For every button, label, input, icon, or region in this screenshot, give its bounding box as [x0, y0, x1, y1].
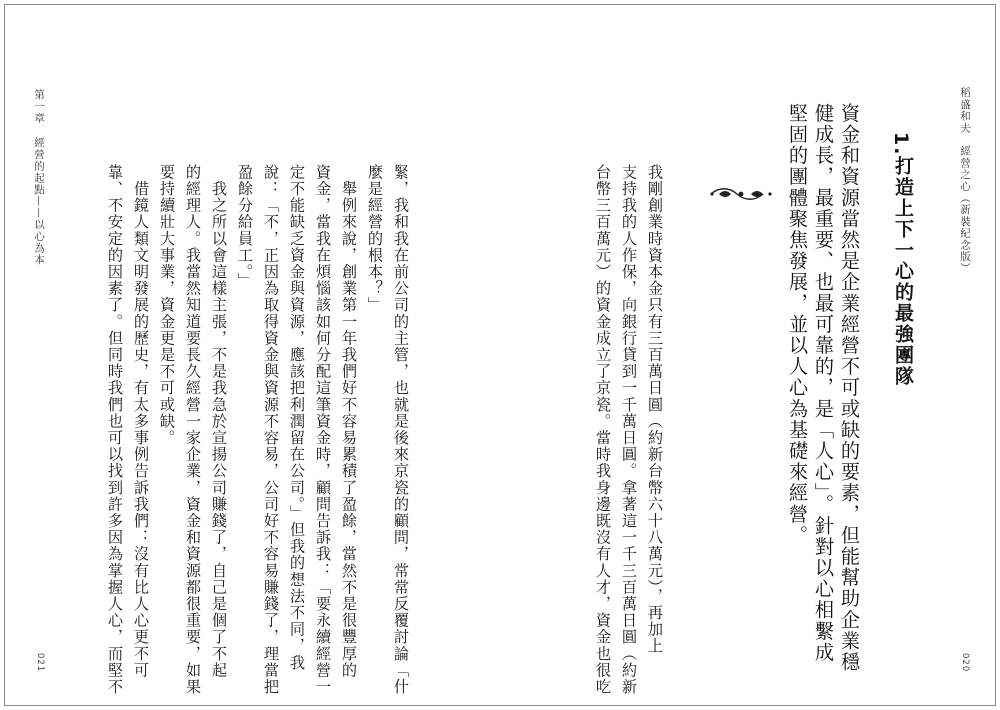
left-body-line-10: 要持續壯大事業，資金更是不可或缺。	[158, 164, 176, 447]
left-body-line-3: 舉例來說，創業第一年我們好不容易累積了盈餘，當然不是很豐厚的	[340, 164, 358, 679]
flourish-ornament-icon	[709, 186, 773, 202]
intro-line-1: 資金和資源當然是企業經營不可或缺的要素，但能幫助企業穩	[838, 103, 861, 673]
page-number-left: 021	[35, 653, 45, 673]
left-body-line-2: 麼是經營的根本？」	[366, 164, 384, 314]
section-number: 1.	[890, 132, 912, 157]
right-body-line-3: 台幣三百萬元）的資金成立了京瓷。當時我身邊既沒有人才，資金也很吃	[594, 164, 612, 696]
left-body-line-11: 借鏡人類文明發展的歷史，有太多事例告訴我們：沒有比人心更不可	[132, 164, 150, 679]
left-body-line-9: 的經理人。我當然知道要長久經營一家企業，資金和資源都很重要，如果	[184, 164, 202, 696]
right-body-line-2: 支持我的人作保，向銀行貸到一千萬日圓。拿著這一千三百萬日圓（約新	[620, 164, 638, 696]
page-number-right: 020	[960, 653, 970, 673]
left-body-line-6: 說：「不，正因為取得資金與資源不容易，公司好不容易賺錢了，理當把	[262, 164, 280, 696]
right-body-line-1: 我剛創業時資本金只有三百萬日圓（約新台幣六十八萬元），再加上	[646, 164, 664, 655]
left-body-line-8: 我之所以會這樣主張，不是我急於宣揚公司賺錢了，自己是個了不起	[210, 164, 228, 679]
running-head-title: 經營的起點——以心為本	[33, 137, 45, 266]
book-spread	[4, 4, 996, 706]
left-body-line-4: 資金，當我在煩惱該如何分配這筆資金時，顧問告訴我：「要永續經營一	[314, 164, 332, 696]
left-body-line-1: 緊，我和我在前公司的主管，也就是後來京瓷的顧問，常常反覆討論「什	[392, 164, 410, 696]
intro-line-3: 堅固的團體聚焦發展，並以人心為基礎來經營。	[786, 103, 809, 547]
left-body-line-12: 靠、不安定的因素了。但同時我們也可以找到許多因為掌握人心，而堅不	[106, 164, 124, 696]
running-head-right: 稻盛和夫 經營之心（新裝紀念版）	[959, 87, 971, 275]
intro-line-2: 健成長，最重要、也最可靠的，是「人心」。針對以心相繫成	[812, 103, 835, 664]
running-head-chapter: 第一章	[33, 89, 45, 125]
left-body-line-7: 盈餘分給員工。」	[236, 164, 254, 290]
left-body-line-5: 定不能缺乏資金與資源，應該把利潤留在公司。」但我的想法不同，我	[288, 164, 306, 671]
section-title: 打造上下一心的最強團隊	[892, 156, 914, 387]
